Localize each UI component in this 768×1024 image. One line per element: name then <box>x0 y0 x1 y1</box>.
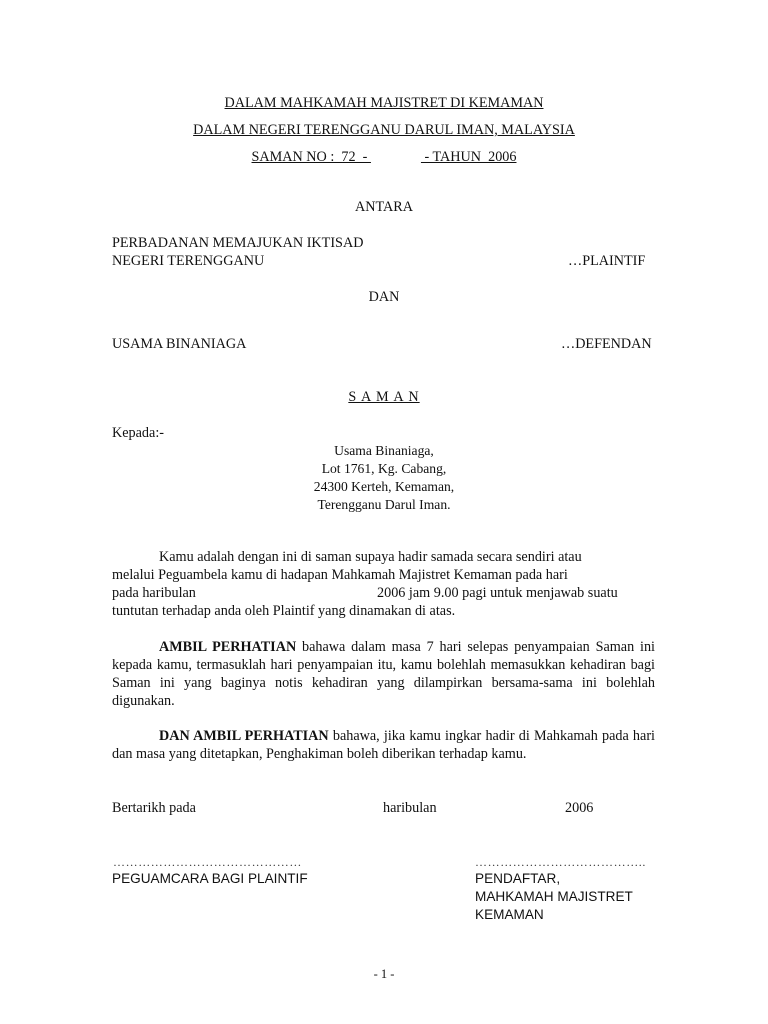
dated-haribulan: haribulan <box>383 800 437 816</box>
paragraph-summons-line3a: pada haribulan <box>112 585 196 601</box>
address-line: Lot 1761, Kg. Cabang, <box>321 461 447 476</box>
defendant-role: …DEFENDAN <box>561 336 652 352</box>
paragraph-default-notice: DAN AMBIL PERHATIAN bahawa, jika kamu ingkar hadir di Mahkamah pada hari dan masa yang ditetapkan, Penghakiman boleh diberikan terhadap kamu. <box>112 728 655 762</box>
dated-year: 2006 <box>565 800 594 816</box>
signature-line-registrar: ………………………………….. <box>475 855 646 869</box>
paragraph-summons-line2: melalui Peguambela kamu di hadapan Mahkamah Majistret Kemaman pada hari <box>112 567 568 583</box>
registrar-title-line2: MAHKAMAH MAJISTRET <box>475 889 633 904</box>
paragraph-notice: AMBIL PERHATIAN bahawa dalam masa 7 hari selepas penyampaian Saman ini kepada kamu, termasuklah hari penyampaian itu, kamu bolehlah memasukkan kehadiran bagi Saman ini yang baginya notis kehadiran yang dilampirkan bersama-sama ini bolehlah digunakan. <box>112 639 655 709</box>
defendant-name: USAMA BINANIAGA <box>112 336 247 352</box>
plaintiff-role: …PLAINTIF <box>568 253 646 269</box>
state-title: DALAM NEGERI TERENGGANU DARUL IMAN, MALAYSIA <box>193 122 575 138</box>
between-label: ANTARA <box>355 199 413 215</box>
plaintiff-counsel-title: PEGUAMCARA BAGI PLAINTIF <box>112 871 308 886</box>
address-line: 24300 Kerteh, Kemaman, <box>313 479 455 494</box>
notice-heading: AMBIL PERHATIAN <box>159 639 297 655</box>
address-line: Usama Binaniaga, <box>334 443 434 458</box>
default-notice-heading: DAN AMBIL PERHATIAN <box>159 728 329 744</box>
paragraph-summons-line4: tuntutan terhadap anda oleh Plaintif yang dinamakan di atas. <box>112 603 456 619</box>
registrar-title-line1: PENDAFTAR, <box>475 871 561 886</box>
signature-line-plaintiff: ……………………………………… <box>113 855 302 869</box>
dated-label: Bertarikh pada <box>112 800 196 816</box>
plaintiff-name-line2: NEGERI TERENGGANU <box>112 253 265 269</box>
registrar-title-line3: KEMAMAN <box>475 907 544 922</box>
page-number: - 1 - <box>373 967 395 981</box>
paragraph-summons-line3b: 2006 jam 9.00 pagi untuk menjawab suatu <box>377 585 618 601</box>
case-prefix: SAMAN NO : 72 - <box>251 149 371 165</box>
address-line: Terengganu Darul Iman. <box>317 497 451 512</box>
and-label: DAN <box>368 289 400 305</box>
case-number <box>0 148 768 166</box>
plaintiff-name-line1: PERBADANAN MEMAJUKAN IKTISAD <box>112 235 364 251</box>
to-label: Kepada:- <box>112 425 164 441</box>
summons-title: S A M A N <box>348 389 420 405</box>
paragraph-summons-line1: Kamu adalah dengan ini di saman supaya hadir samada secara sendiri atau <box>159 549 582 565</box>
court-title: DALAM MAHKAMAH MAJISTRET DI KEMAMAN <box>224 95 544 111</box>
case-suffix: - TAHUN 2006 <box>420 149 517 165</box>
